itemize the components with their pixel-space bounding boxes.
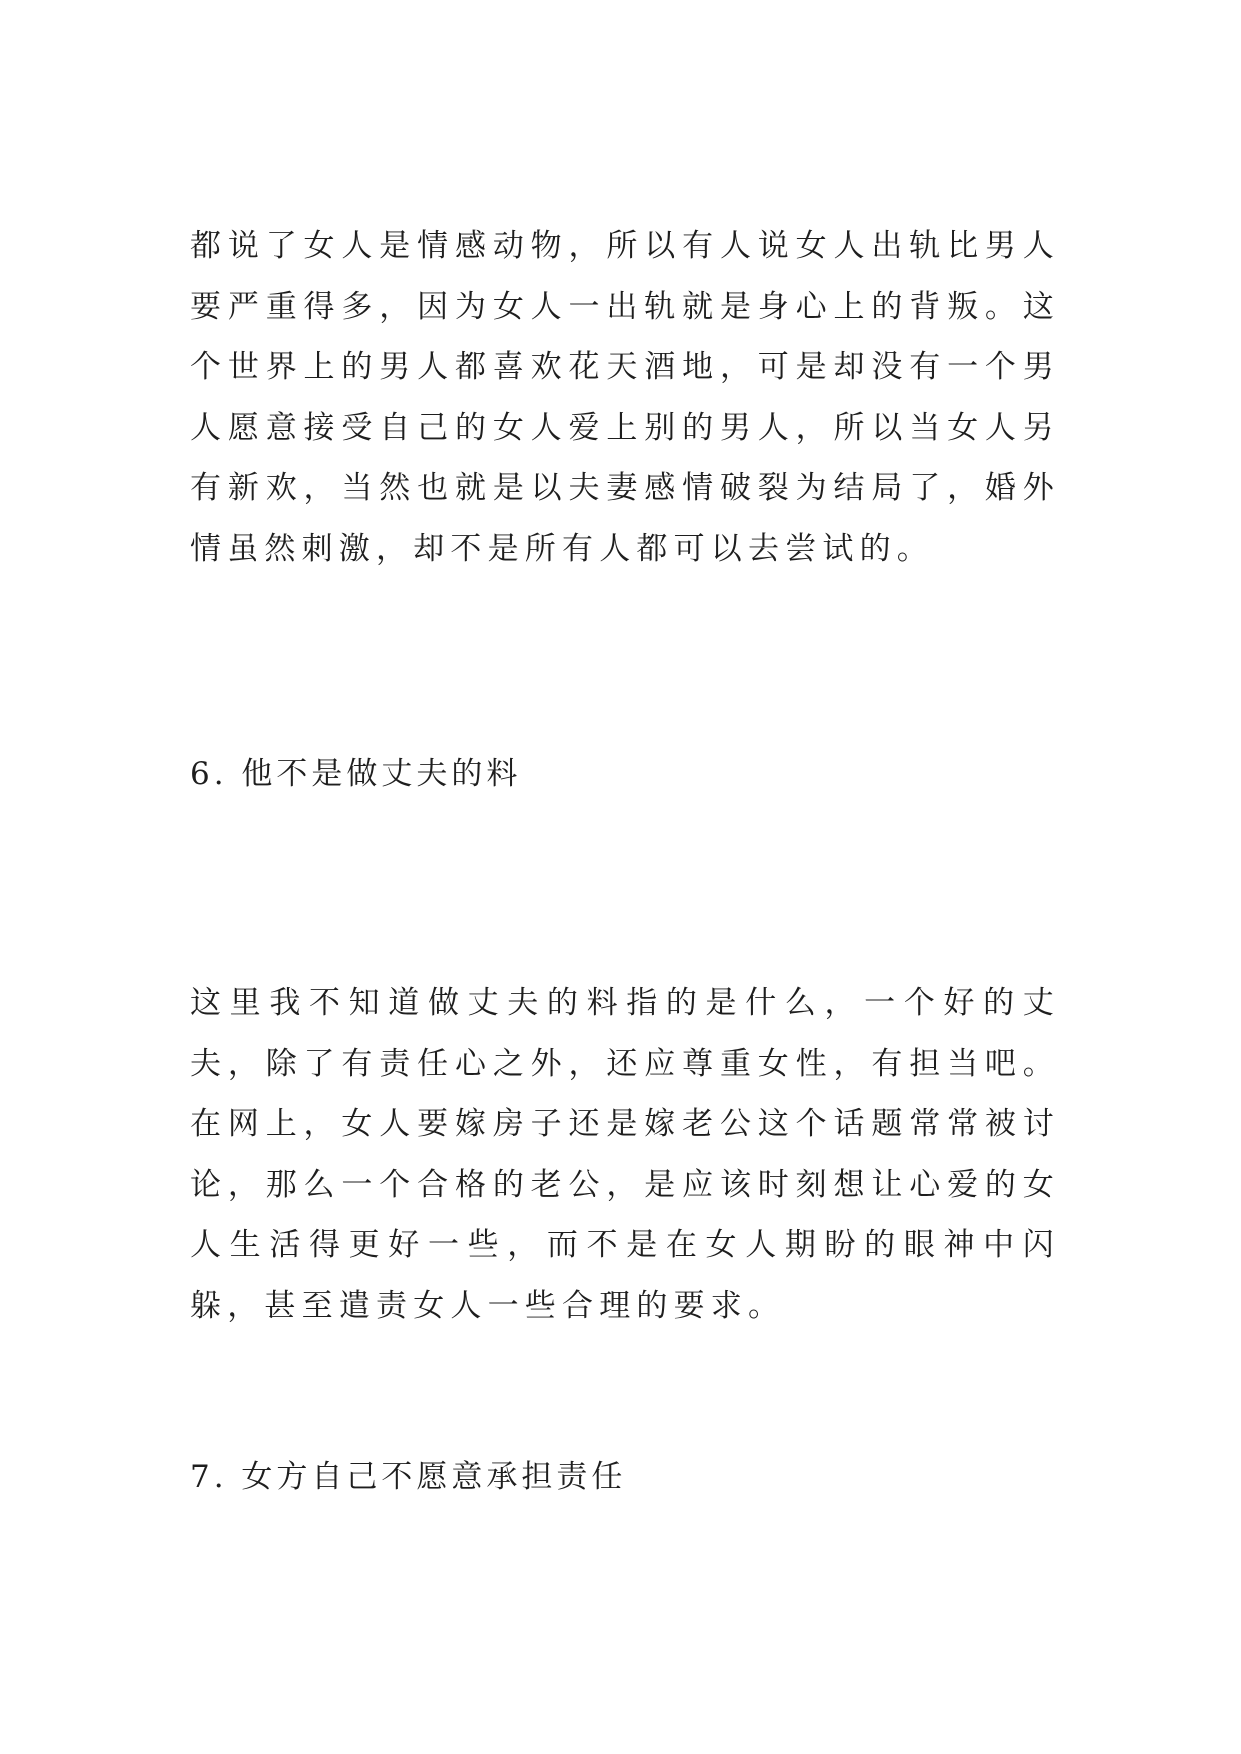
section-heading: 6. 他不是做丈夫的料: [190, 756, 522, 792]
body-paragraph: 这里我不知道做丈夫的料指的是什么，一个好的丈夫，除了有责任心之外，还应尊重女性，有担当吧。在网上，女人要嫁房子还是嫁老公这个话题常常被讨论，那么一个合格的老公，是应该时刻想让心爱的女人生活得更好一些，而不是在女人期盼的眼神中闪躲，甚至遣责女人一些合理的要求。: [190, 985, 1060, 1324]
section-heading: 7. 女方自己不愿意承担责任: [190, 1459, 627, 1495]
body-paragraph: 都说了女人是情感动物，所以有人说女人出轨比男人要严重得多，因为女人一出轨就是身心上的背叛。这个世界上的男人都喜欢花天酒地，可是却没有一个男人愿意接受自己的女人爱上别的男人，所以当女人另有新欢，当然也就是以夫妻感情破裂为结局了，婚外情虽然刺激，却不是所有人都可以去尝试的。: [190, 228, 1060, 567]
